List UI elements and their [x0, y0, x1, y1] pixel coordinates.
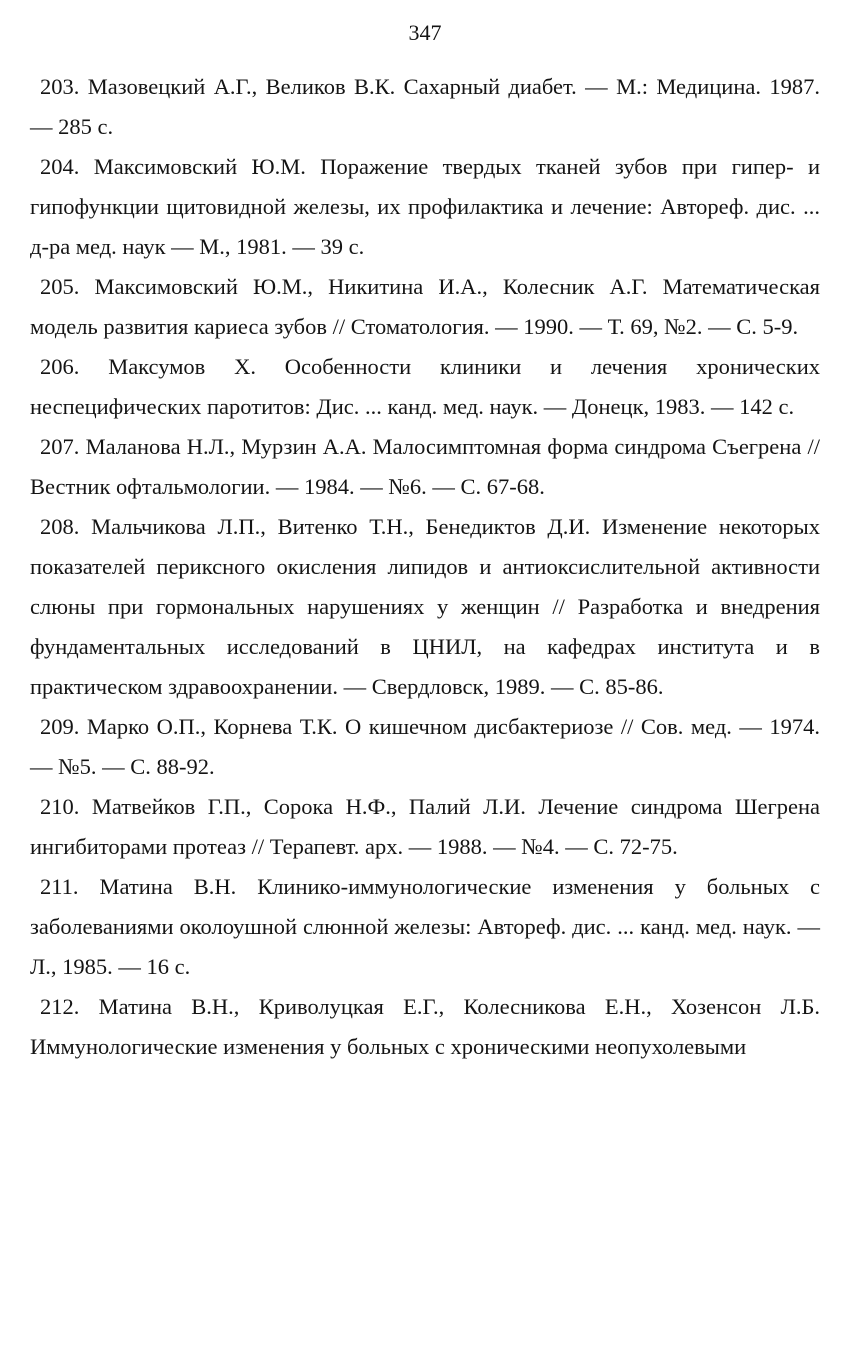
document-page: [30, 18, 820, 1067]
reference-text: Марко О.П., Корнева Т.К. О кишечном дисбактериозе // Сов. мед. — 1974. — №5. — С. 88-92.: [30, 714, 820, 779]
reference-text: Матина В.Н., Криволуцкая Е.Г., Колесникова Е.Н., Хозенсон Л.Б. Иммунологические изменения у больных с хроническими неопухолевыми: [30, 994, 821, 1059]
reference-text: Максимовский Ю.М. Поражение твердых тканей зубов при гипер- и гипофункции щитовидной железы, их профилактика и лечение: Автореф. дис. ... д-ра мед. наук — М., 1981. — 39 с.: [30, 154, 820, 259]
reference-number: 203.: [40, 74, 80, 99]
reference-text: Мальчикова Л.П., Витенко Т.Н., Бенедиктов Д.И. Изменение некоторых показателей периксного окисления липидов и антиоксислительной активности слюны при гормональных нарушениях у женщин // Разработка и внедрения фундаментальных исследований в ЦНИЛ, на кафедрах института и в практическом здравоохранении. — Свердловск, 1989. — С. 85-86.: [30, 514, 821, 699]
reference-text: Маланова Н.Л., Мурзин А.А. Малосимптомная форма синдрома Съегрена // Вестник офтальмологии. — 1984. — №6. — С. 67-68.: [30, 434, 820, 499]
reference-item: [30, 67, 820, 147]
reference-number: 205.: [40, 274, 80, 299]
reference-item: [30, 787, 820, 867]
reference-number: 204.: [40, 154, 80, 179]
reference-item: [30, 707, 820, 787]
reference-item: [30, 867, 820, 987]
reference-text: Матвейков Г.П., Сорока Н.Ф., Палий Л.И. Лечение синдрома Шегрена ингибиторами протеаз // Терапевт. арх. — 1988. — №4. — С. 72-75.: [30, 794, 821, 859]
reference-number: 207.: [40, 434, 80, 459]
reference-item: [30, 507, 820, 707]
reference-number: 208.: [40, 514, 80, 539]
reference-number: 209.: [40, 714, 80, 739]
page-number: 347: [408, 20, 442, 45]
reference-item: [30, 147, 820, 267]
reference-number: 211.: [40, 874, 79, 899]
reference-text: Матина В.Н. Клинико-иммунологические изменения у больных с заболеваниями околоушной слюнной железы: Автореф. дис. ... канд. мед. наук. — Л., 1985. — 16 с.: [30, 874, 821, 979]
reference-item: [30, 267, 820, 347]
reference-item: [30, 987, 820, 1067]
reference-number: 212.: [40, 994, 80, 1019]
reference-text: Максумов X. Особенности клиники и лечения хронических неспецифических паротитов: Дис. ... канд. мед. наук. — Донецк, 1983. — 142 с.: [30, 354, 820, 419]
reference-list: [30, 67, 820, 1067]
reference-text: Мазовецкий А.Г., Великов В.К. Сахарный диабет. — М.: Медицина. 1987. — 285 с.: [30, 74, 820, 139]
reference-number: 210.: [40, 794, 80, 819]
reference-text: Максимовский Ю.М., Никитина И.А., Колесник А.Г. Математическая модель развития кариеса зубов // Стоматология. — 1990. — Т. 69, №2. — С. 5-9.: [30, 274, 820, 339]
reference-number: 206.: [40, 354, 80, 379]
reference-item: [30, 427, 820, 507]
reference-item: [30, 347, 820, 427]
